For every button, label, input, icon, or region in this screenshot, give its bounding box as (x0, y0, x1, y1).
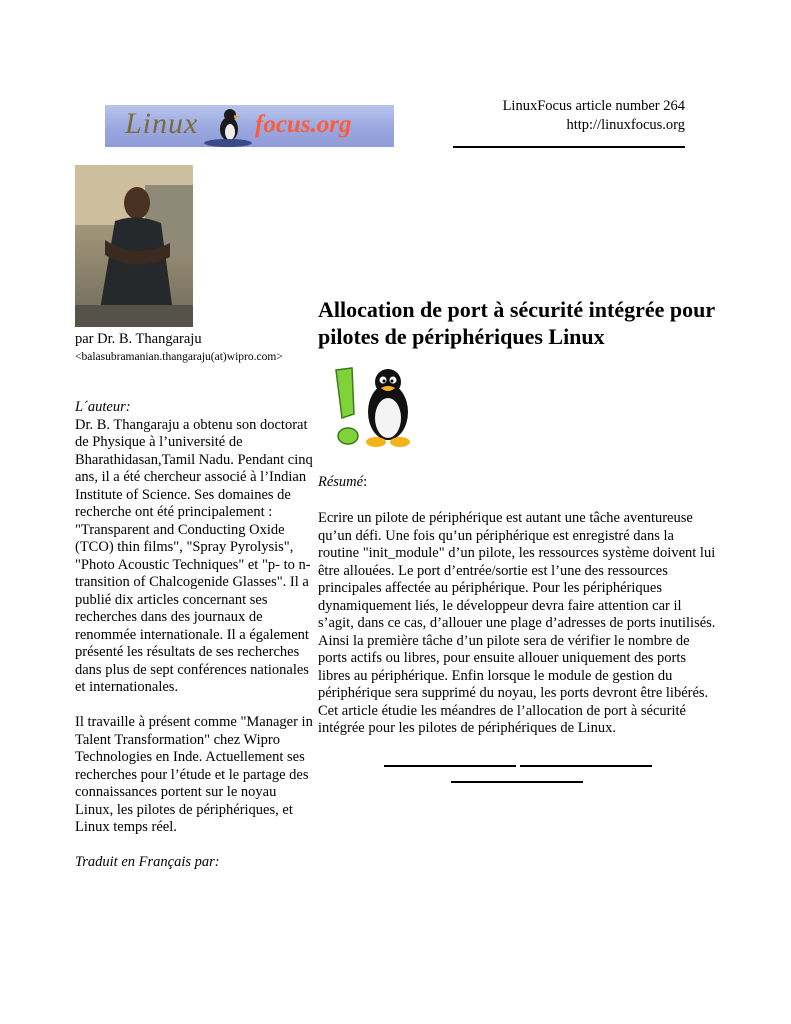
header-divider (453, 146, 685, 148)
author-bio-paragraph-2: Il travaille à présent comme "Manager in Talent Transformation" chez Wipro Technologies en Inde. Actuellement ses recherches pour l’étude et le partage des connaissances portent sur le noyau Linux, les pilotes de périphériques, et Linux temps réel. (75, 714, 313, 835)
article-title: Allocation de port à sécurité intégrée pour pilotes de périphériques Linux (318, 297, 715, 349)
abstract-divider-1 (384, 765, 516, 767)
author-email[interactable]: <balasubramanian.thangaraju(at)wipro.com> (75, 351, 283, 363)
author-bio-paragraph-1: Dr. B. Thangaraju a obtenu son doctorat de Physique à l’université de Bharathidasan,Tamil Nadu. Pendant cinq ans, il a été chercheur associé à l’Indian Institute of Science. Ses domaines de recherche ont été principalement : "Transparent and Conducting Oxide (TCO) thin films", "Spray Pyrolysis", "Photo Acoustic Techniques" et "p- to n- transition of Chalcogenide Glasses". Il a publié dix articles concernant ses recherches dans des journaux de renommée internationale. Il a également présenté les résultats de ses recherches dans plus de sept conférences nationales et internationales. (75, 416, 313, 695)
tux-illustration (330, 364, 420, 457)
author-bio-column (75, 399, 315, 872)
abstract-label-colon: : (363, 474, 368, 490)
abstract-label-text: Résumé (318, 474, 364, 490)
linuxfocus-logo (105, 105, 394, 147)
author-photo-icon (75, 165, 193, 327)
abstract-label (318, 474, 367, 491)
article-number: LinuxFocus article number 264 (502, 98, 685, 114)
abstract-divider-2 (520, 765, 652, 767)
tux-exclamation-icon (330, 364, 420, 452)
author-byline: par Dr. B. Thangaraju (75, 331, 202, 347)
logo-linux-text: Linux (125, 107, 199, 140)
logo-focus-text: focus.org (255, 111, 352, 138)
author-photo (75, 165, 193, 327)
article-abstract: Ecrire un pilote de périphérique est autant une tâche aventureuse qu’un défi. Une fois qu’un périphérique est enregistré dans la routine "init_module" d’un pilote, les ressources système doivent lui être allouées. Le port d’entrée/sortie est l’une des ressources principales affectée au périphérique. Pour les périphériques dynamiquement liés, le développeur devra faire attention car il s’agit, dans ce cas, d’allouer une plage d’adresses de ports inutilisés. Ainsi la première tâche d’un pilote sera de vérifier le nombre de ports actifs ou libres, pour ensuite allouer uniquement des ports libres au périphérique. Enfin lorsque le module de gestion du périphérique sera supprimé du noyau, les ports devront être libérés. Cet article étudie les méandres de l’allocation de port à sécurité intégrée pour les pilotes de périphériques de Linux. (318, 510, 716, 736)
author-section-label: L´auteur: (75, 399, 131, 415)
article-header (503, 97, 685, 135)
site-url[interactable]: http://linuxfocus.org (566, 117, 685, 133)
abstract-divider-3 (451, 781, 583, 783)
penguin-logo-icon (203, 105, 253, 147)
translator-label: Traduit en Français par: (75, 854, 220, 870)
